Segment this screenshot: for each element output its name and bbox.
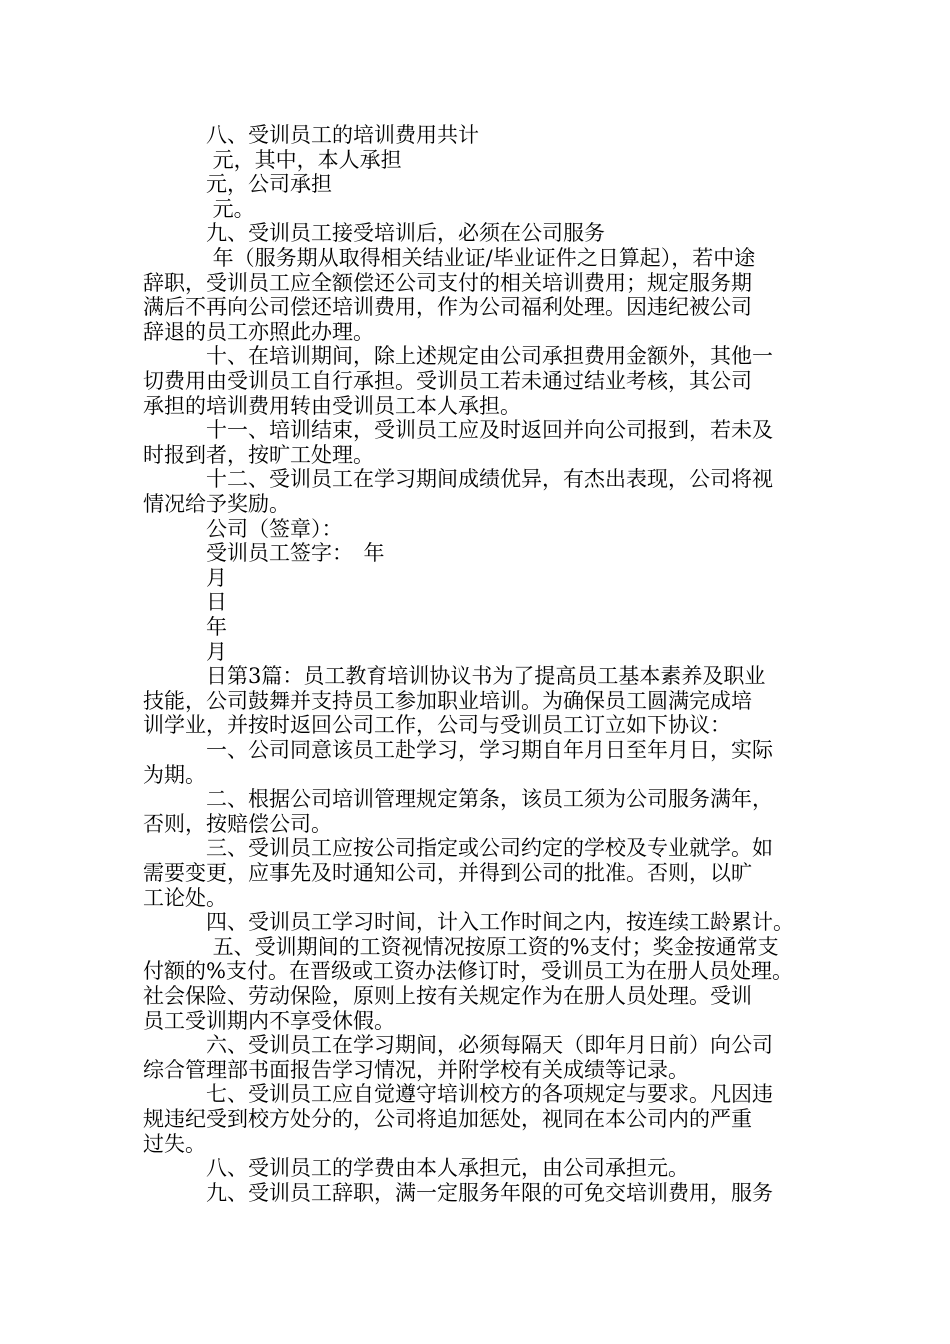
text-line: 九、受训员工辞职，满一定服务年限的可免交培训费用，服务 — [143, 1180, 773, 1205]
text-line: 需要变更，应事先及时通知公司，并得到公司的批准。否则，以旷 — [143, 861, 752, 885]
text-line: 二、根据公司培训管理规定第条，该员工须为公司服务满年， — [143, 787, 773, 812]
text-line: 元。 — [143, 196, 255, 221]
text-line: 月 — [143, 639, 227, 664]
text-line: 八、受训员工的学费由本人承担元，由公司承担元。 — [143, 1156, 689, 1181]
text-line: 元，公司承担 — [143, 172, 332, 197]
text-line: 切费用由受训员工自行承担。受训员工若未通过结业考核，其公司 — [143, 369, 752, 393]
text-line: 辞职，受训员工应全额偿还公司支付的相关培训费用；规定服务期 — [143, 270, 752, 295]
text-line: 日第3篇：员工教育培训协议书为了提高员工基本素养及职业 — [143, 664, 766, 689]
text-line: 十一、培训结束，受训员工应及时返回并向公司报到，若未及 — [143, 418, 773, 443]
text-line: 十二、受训员工在学习期间成绩优异，有杰出表现，公司将视 — [143, 467, 773, 492]
text-line: 月 — [143, 565, 227, 590]
text-line: 七、受训员工应自觉遵守培训校方的各项规定与要求。凡因违 — [143, 1082, 773, 1107]
text-line: 付额的%支付。在晋级或工资办法修订时，受训员工为在册人员处理。 — [143, 959, 793, 984]
text-line: 十、在培训期间，除上述规定由公司承担费用金额外，其他一 — [143, 344, 773, 369]
text-line: 时报到者，按旷工处理。 — [143, 442, 374, 467]
text-line: 九、受训员工接受培训后，必须在公司服务 — [143, 221, 605, 246]
text-line: 四、受训员工学习时间，计入工作时间之内，按连续工龄累计。 — [143, 910, 794, 935]
text-line: 日 — [143, 590, 227, 615]
text-line: 一、公司同意该员工赴学习，学习期自年月日至年月日，实际 — [143, 738, 773, 762]
text-line: 六、受训员工在学习期间，必须每隔天（即年月日前）向公司 — [143, 1033, 773, 1058]
text-line: 员工受训期内不享受休假。 — [143, 1008, 395, 1033]
text-line: 年（服务期从取得相关结业证/毕业证件之日算起），若中途 — [143, 246, 756, 270]
text-line: 八、受训员工的培训费用共计 — [143, 123, 479, 147]
text-line: 五、受训期间的工资视情况按原工资的%支付；奖金按通常支 — [143, 934, 779, 959]
text-line: 训学业，并按时返回公司工作，公司与受训员工订立如下协议： — [143, 713, 731, 738]
text-line: 综合管理部书面报告学习情况，并附学校有关成绩等记录。 — [143, 1057, 689, 1082]
text-line: 情况给予奖励。 — [143, 492, 290, 516]
text-line: 元，其中，本人承担 — [143, 147, 402, 172]
text-line: 公司（签章）： — [143, 516, 343, 541]
text-line: 工论处。 — [143, 885, 227, 910]
text-line: 承担的培训费用转由受训员工本人承担。 — [143, 393, 521, 418]
text-line: 三、受训员工应按公司指定或公司约定的学校及专业就学。如 — [143, 836, 773, 861]
text-line: 过失。 — [143, 1131, 206, 1156]
text-line: 辞退的员工亦照此办理。 — [143, 319, 374, 344]
text-line: 满后不再向公司偿还培训费用，作为公司福利处理。因违纪被公司 — [143, 295, 752, 320]
text-line: 技能，公司鼓舞并支持员工参加职业培训。为确保员工圆满完成培 — [143, 688, 752, 713]
text-line: 年 — [143, 615, 227, 639]
text-line: 社会保险、劳动保险，原则上按有关规定作为在册人员处理。受训 — [143, 984, 752, 1008]
text-line: 受训员工签字： 年 — [143, 541, 385, 566]
text-line: 规违纪受到校方处分的，公司将追加惩处，视同在本公司内的严重 — [143, 1107, 752, 1131]
text-line: 否则，按赔偿公司。 — [143, 811, 332, 836]
text-line: 为期。 — [143, 762, 206, 787]
